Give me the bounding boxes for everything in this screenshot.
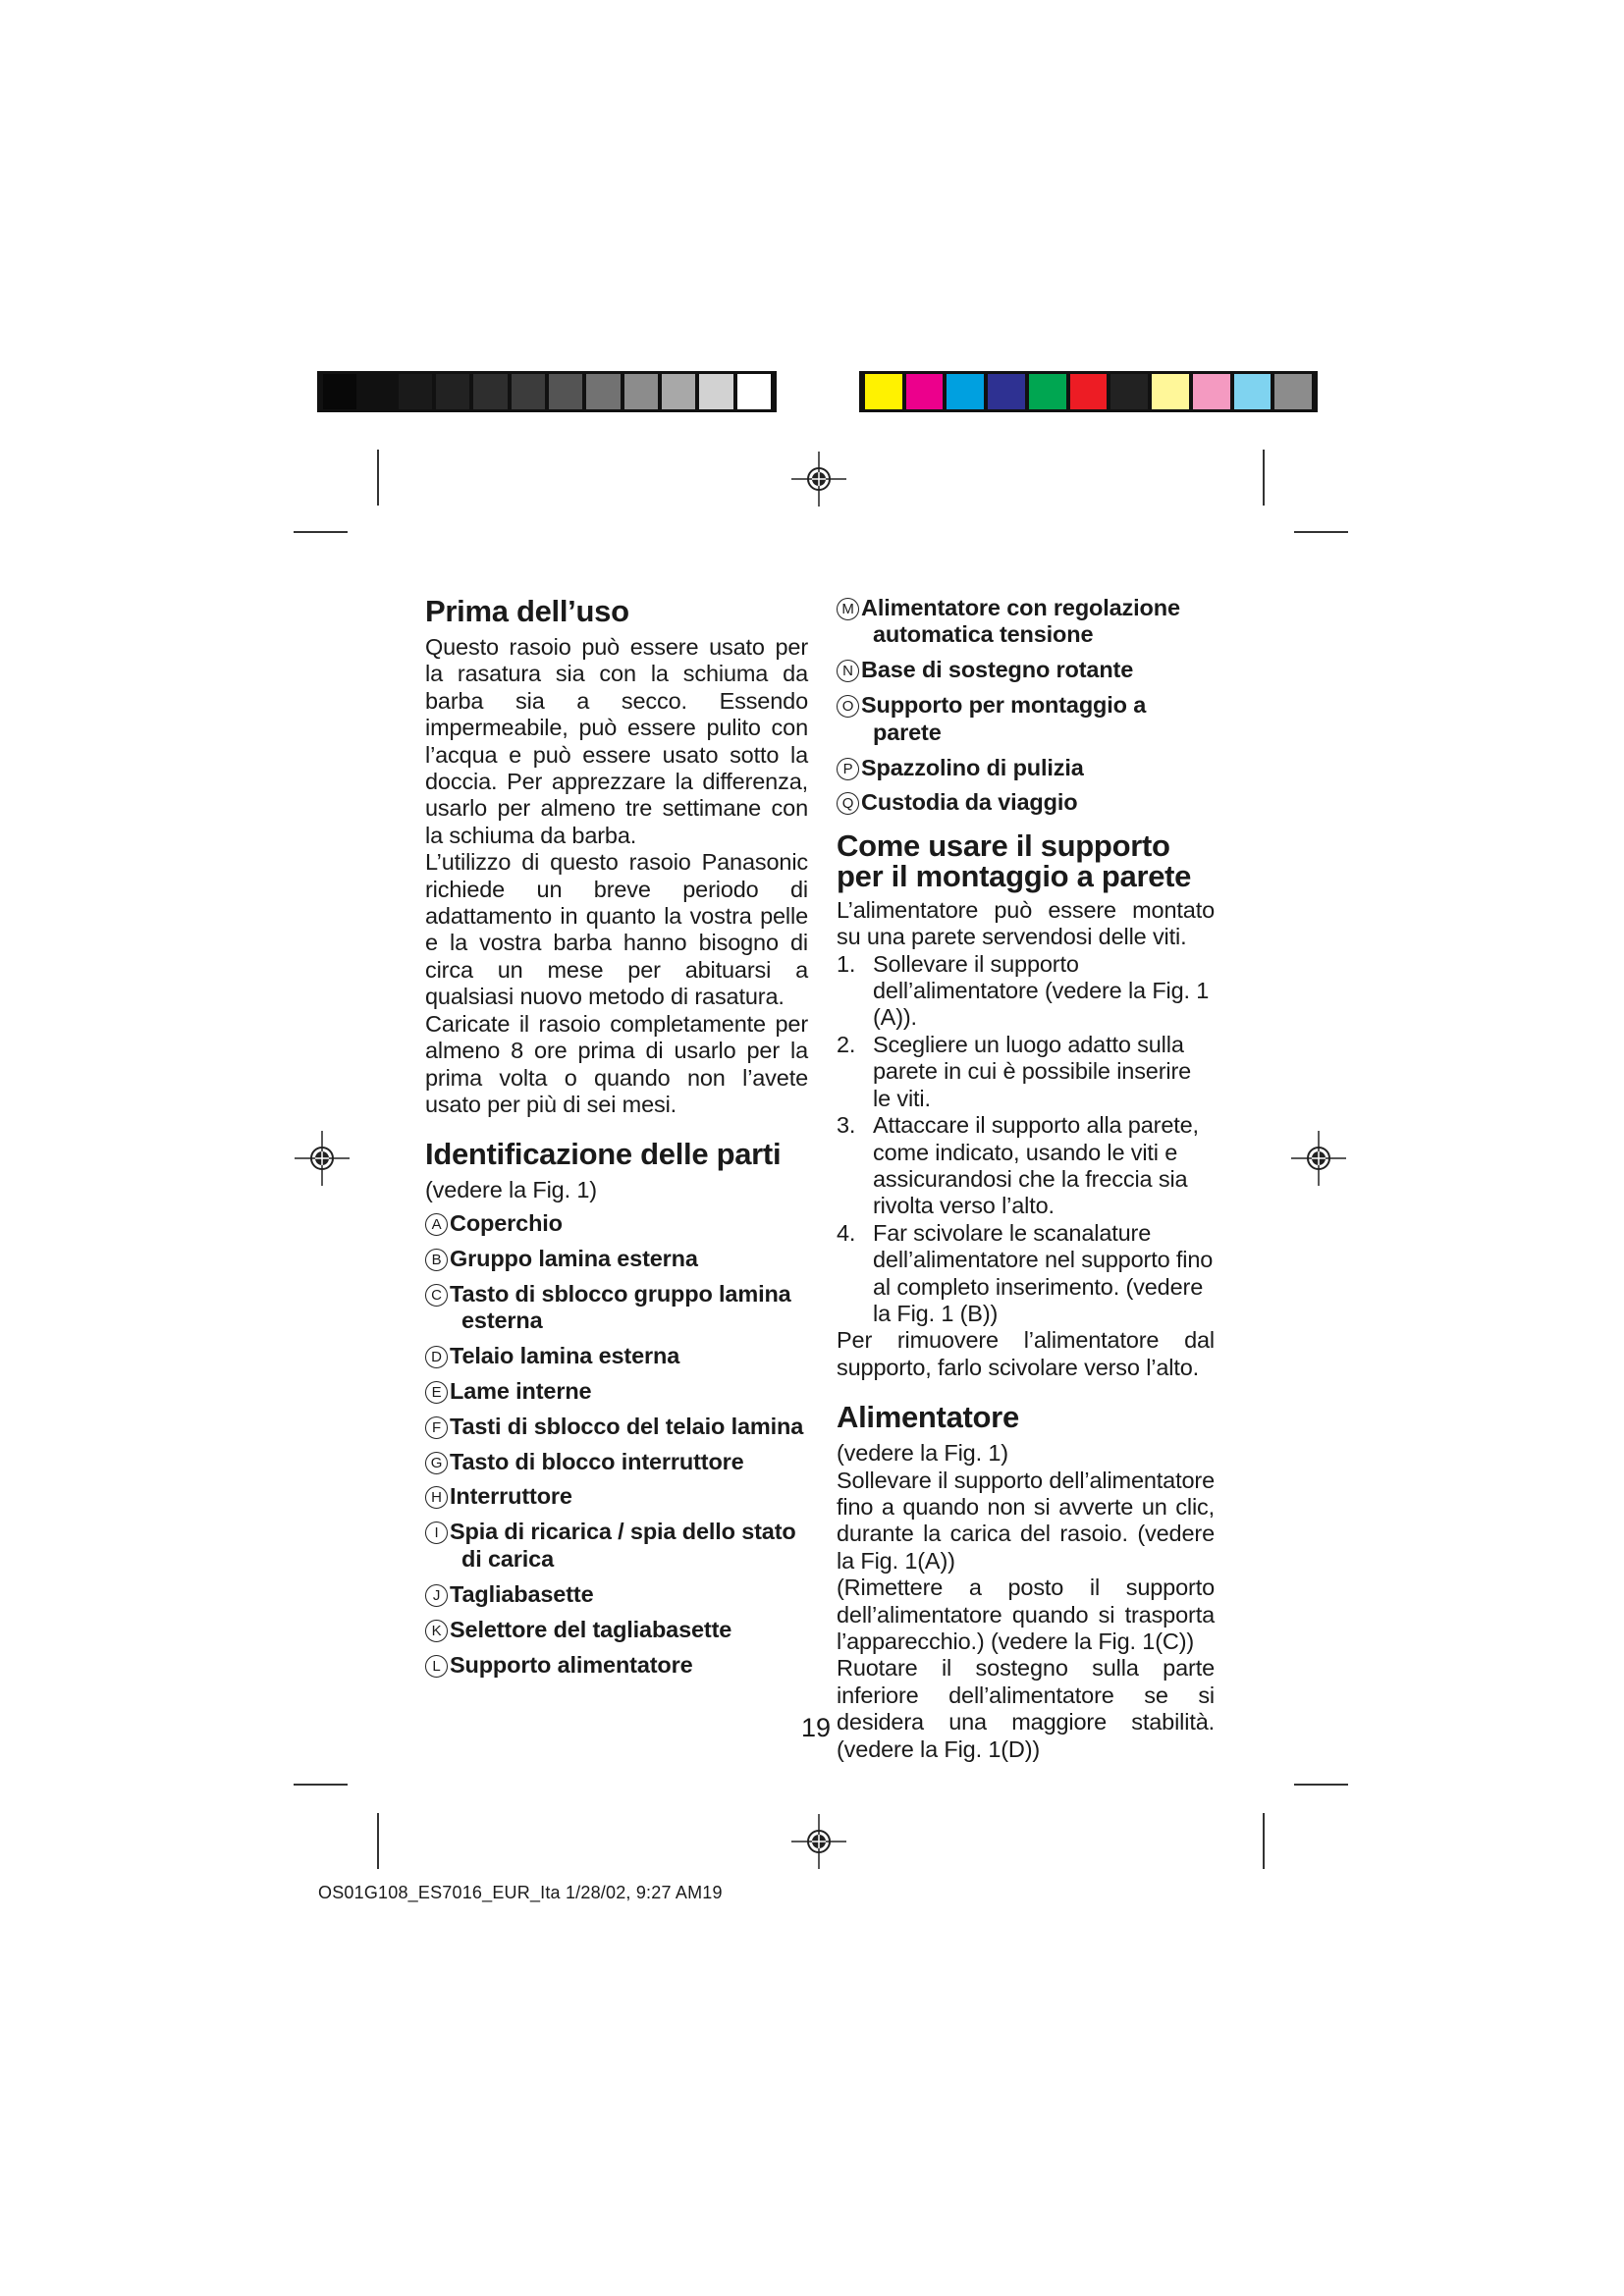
- letter-badge: O: [837, 695, 859, 718]
- color-swatch: [988, 374, 1025, 409]
- part-label: Lame interne: [450, 1377, 592, 1404]
- part-label: Selettore del tagliabasette: [450, 1616, 732, 1642]
- color-swatch: [473, 374, 507, 409]
- section-before-use: [425, 595, 808, 1118]
- letter-badge: M: [837, 598, 859, 620]
- list-item: [837, 692, 1215, 746]
- color-swatch: [586, 374, 620, 409]
- list-item: [425, 1210, 808, 1237]
- color-swatch: [624, 374, 658, 409]
- process-color-bar: [859, 371, 1318, 412]
- letter-badge: P: [837, 758, 859, 780]
- list-item: [425, 1414, 808, 1440]
- part-label: Supporto per montaggio a parete: [861, 692, 1147, 745]
- list-item: [425, 1652, 808, 1679]
- figure-reference: (vedere la Fig. 1): [837, 1440, 1008, 1467]
- color-swatch: [1110, 374, 1148, 409]
- part-label: Tasto di blocco interruttore: [450, 1448, 744, 1474]
- list-item: [837, 789, 1215, 816]
- parts-list-continued: [837, 595, 1215, 817]
- color-swatch: [662, 374, 695, 409]
- letter-badge: B: [425, 1249, 448, 1271]
- letter-badge: F: [425, 1416, 448, 1439]
- list-item: [837, 1220, 1215, 1328]
- part-label: Gruppo lamina esterna: [450, 1245, 698, 1271]
- color-swatch: [865, 374, 902, 409]
- section-adapter: [837, 1401, 1215, 1763]
- steps-list: [837, 951, 1215, 1328]
- paragraph: Caricate il rasoio completamente per almeno 8 ore prima di usarlo per la prima volta o quando non l’avete usato per più di sei mesi.: [425, 1010, 808, 1117]
- part-label: Tasti di sblocco del telaio lamina: [450, 1413, 804, 1439]
- part-label: Interruttore: [450, 1483, 572, 1510]
- step-number: 4.: [837, 1219, 856, 1246]
- paragraph: Questo rasoio può essere usato per la rasatura sia con la schiuma da barba sia a secco. Essendo impermeabile, può essere pulito con l’acqua e può essere usato sotto la doccia. Per apprezzare la differenza, usarlo per almeno tre settimane con la schiuma da barba.: [425, 634, 808, 848]
- letter-badge: Q: [837, 792, 859, 815]
- color-swatch: [549, 374, 582, 409]
- letter-badge: L: [425, 1655, 448, 1678]
- crop-mark: [1294, 531, 1348, 533]
- part-label: Supporto alimentatore: [450, 1651, 693, 1678]
- list-item: [837, 755, 1215, 781]
- step-number: 3.: [837, 1112, 856, 1139]
- color-swatch: [512, 374, 545, 409]
- list-item: [425, 1581, 808, 1608]
- left-column: [425, 595, 808, 1686]
- section-wall-mount: [837, 830, 1215, 1381]
- part-label: Coperchio: [450, 1209, 563, 1236]
- parts-list: [425, 1210, 808, 1679]
- color-swatch: [436, 374, 469, 409]
- letter-badge: N: [837, 660, 859, 682]
- paragraph: L’utilizzo di questo rasoio Panasonic richiede un breve periodo di adattamento in quanto la vostra pelle e la vostra barba hanno bisogno di circa un mese per abituarsi a qualsiasi nuovo metodo di rasatura.: [425, 849, 808, 1010]
- letter-badge: K: [425, 1620, 448, 1642]
- list-item: [837, 657, 1215, 683]
- crop-mark: [1263, 1813, 1265, 1869]
- crop-mark: [1263, 450, 1265, 506]
- grayscale-color-bar: [317, 371, 777, 412]
- letter-badge: H: [425, 1486, 448, 1509]
- step-text: Attaccare il supporto alla parete, come indicato, usando le viti e assicurandosi che la freccia sia rivolta verso l’alto.: [873, 1112, 1199, 1219]
- color-swatch: [1070, 374, 1108, 409]
- paragraph: L’alimentatore può essere montato su una parete servendosi delle viti.: [837, 896, 1215, 950]
- color-swatch: [360, 374, 394, 409]
- crop-mark: [294, 531, 348, 533]
- crop-mark: [1294, 1784, 1348, 1786]
- color-swatch: [1234, 374, 1272, 409]
- part-label: Alimentatore con regolazione automatica tensione: [861, 595, 1180, 648]
- section-parts-identification: [425, 1138, 808, 1679]
- right-column: [837, 595, 1215, 1763]
- list-item: [425, 1246, 808, 1272]
- color-swatch: [1152, 374, 1189, 409]
- paragraph: Per rimuovere l’alimentatore dal supporto, farlo scivolare verso l’alto.: [837, 1327, 1215, 1380]
- part-label: Custodia da viaggio: [861, 789, 1078, 816]
- list-item: [425, 1378, 808, 1405]
- part-label: Base di sostegno rotante: [861, 657, 1134, 683]
- crop-mark: [377, 450, 379, 506]
- part-label: Tagliabasette: [450, 1580, 594, 1607]
- paragraph: (Rimettere a posto il supporto dell’alimentatore quando si trasporta l’apparecchio.) (vedere la Fig. 1(C)): [837, 1575, 1215, 1654]
- letter-badge: I: [425, 1522, 448, 1544]
- registration-mark-icon: [789, 450, 848, 508]
- section-heading: Prima dell’uso: [425, 594, 629, 628]
- footer-slug: OS01G108_ES7016_EUR_Ita 1/28/02, 9:27 AM19: [318, 1883, 723, 1902]
- step-text: Far scivolare le scanalature dell’alimentatore nel supporto fino al completo inserimento. (vedere la Fig. 1 (B)): [873, 1219, 1214, 1326]
- section-heading: Identificazione delle parti: [425, 1137, 782, 1172]
- paragraph: Ruotare il sostegno sulla parte inferiore dell’alimentatore se si desidera una maggiore stabilità. (vedere la Fig. 1(D)): [837, 1655, 1215, 1762]
- letter-badge: G: [425, 1452, 448, 1474]
- page-number: 19: [801, 1713, 832, 1742]
- letter-badge: J: [425, 1584, 448, 1607]
- list-item: [425, 1483, 808, 1510]
- list-item: [837, 1032, 1215, 1112]
- registration-mark-icon: [789, 1812, 848, 1871]
- part-label: Spia di ricarica / spia dello stato di carica: [450, 1519, 796, 1572]
- part-label: Tasto di sblocco gruppo lamina esterna: [450, 1280, 791, 1333]
- list-item: [425, 1449, 808, 1475]
- list-item: [425, 1343, 808, 1369]
- letter-badge: A: [425, 1213, 448, 1236]
- list-item: [425, 1519, 808, 1573]
- step-number: 2.: [837, 1031, 856, 1057]
- letter-badge: E: [425, 1381, 448, 1404]
- color-swatch: [323, 374, 356, 409]
- step-text: Sollevare il supporto dell’alimentatore (vedere la Fig. 1 (A)).: [873, 950, 1210, 1031]
- color-swatch: [906, 374, 944, 409]
- section-heading: Alimentatore: [837, 1400, 1019, 1435]
- crop-mark: [294, 1784, 348, 1786]
- list-item: [837, 951, 1215, 1032]
- color-swatch: [1029, 374, 1066, 409]
- part-label: Telaio lamina esterna: [450, 1342, 680, 1368]
- color-swatch: [699, 374, 732, 409]
- paragraph: Sollevare il supporto dell’alimentatore fino a quando non si avverte un clic, durante la carica del rasoio. (vedere la Fig. 1(A)): [837, 1467, 1215, 1574]
- part-label: Spazzolino di pulizia: [861, 754, 1084, 780]
- list-item: [837, 1112, 1215, 1220]
- color-swatch: [947, 374, 984, 409]
- crop-mark: [377, 1813, 379, 1869]
- letter-badge: D: [425, 1346, 448, 1368]
- figure-reference: (vedere la Fig. 1): [425, 1177, 597, 1203]
- color-swatch: [1274, 374, 1312, 409]
- color-swatch: [399, 374, 432, 409]
- letter-badge: C: [425, 1284, 448, 1307]
- section-heading: Come usare il supporto per il montaggio a parete: [837, 828, 1192, 893]
- list-item: [425, 1617, 808, 1643]
- registration-mark-icon: [1289, 1129, 1348, 1188]
- list-item: [837, 595, 1215, 649]
- step-number: 1.: [837, 950, 856, 977]
- registration-mark-icon: [293, 1129, 352, 1188]
- color-swatch: [1193, 374, 1230, 409]
- color-swatch: [737, 374, 771, 409]
- step-text: Scegliere un luogo adatto sulla parete in cui è possibile inserire le viti.: [873, 1031, 1192, 1111]
- list-item: [425, 1281, 808, 1335]
